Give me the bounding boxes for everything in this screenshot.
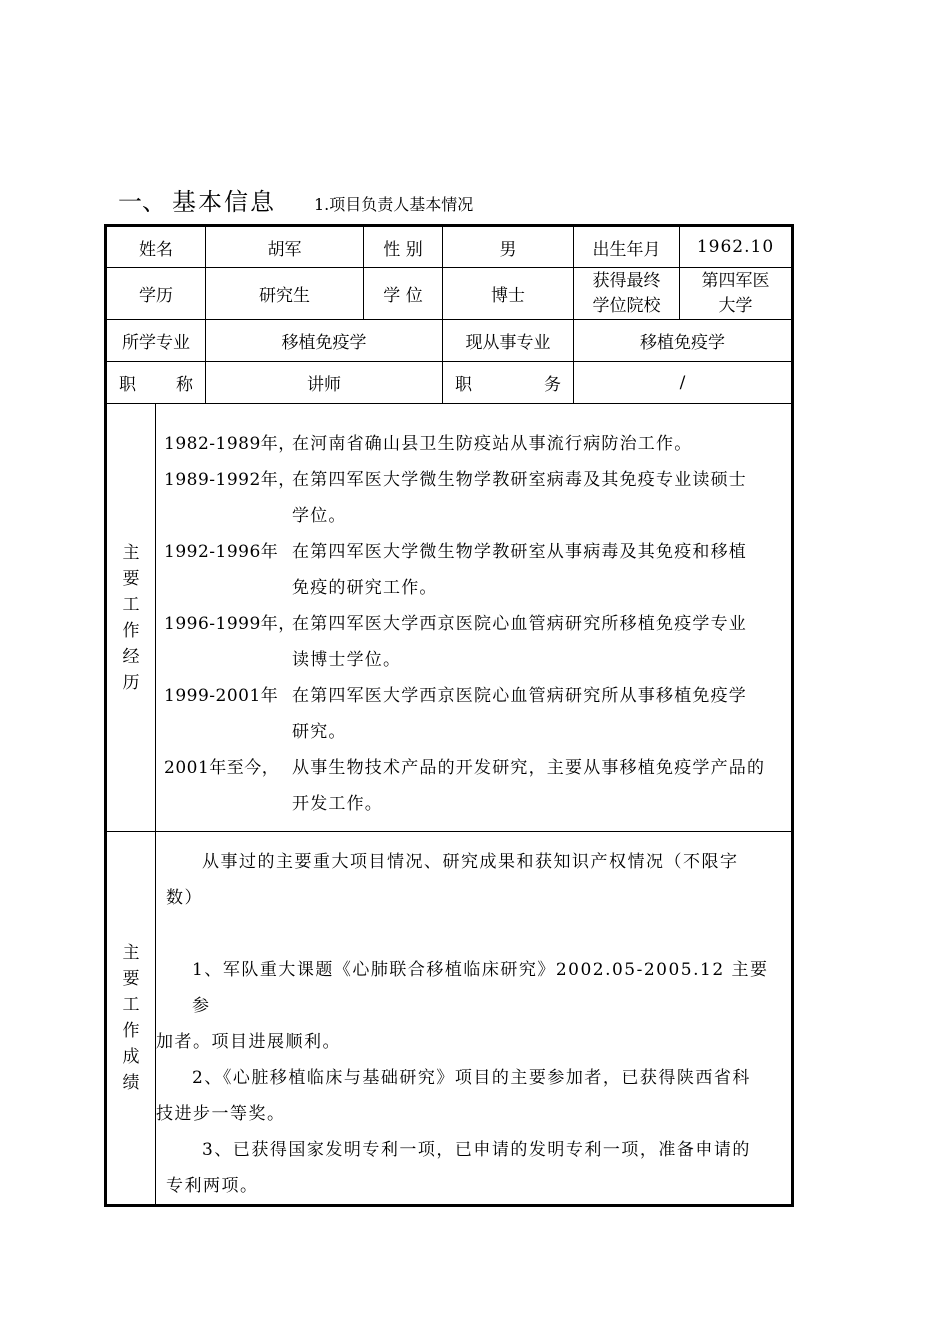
school-label [574, 268, 680, 320]
school-value [680, 268, 793, 320]
table-row [106, 362, 793, 404]
label-char: 绩 [122, 1073, 140, 1093]
label-char: 成 [122, 1047, 140, 1067]
position-value: / [574, 362, 793, 404]
achievement-item: 加者。项目进展顺利。 [156, 1032, 341, 1052]
current-major-label: 现从事专业 [443, 320, 574, 362]
school-value-line: 大学 [718, 295, 753, 316]
school-label-line: 获得最终 [592, 270, 661, 291]
gender-label: 性 别 [364, 226, 443, 268]
label-char: 工 [122, 594, 140, 615]
table-row [106, 268, 793, 320]
spacer [156, 916, 783, 952]
achievement-item: 技进步一等奖。 [156, 1104, 286, 1124]
birth-label: 出生年月 [574, 226, 680, 268]
entry-period: 1989-1992年， [164, 470, 296, 490]
position-label [443, 362, 574, 404]
entry-text: 在第四军医大学西京医院心血管病研究所移植免疫学专业 [292, 614, 747, 634]
experience-entry [164, 678, 783, 750]
achievement-item: 专利两项。 [166, 1176, 259, 1196]
section-title-text: 基本信息 [172, 188, 276, 216]
entry-text: 读博士学位。 [292, 650, 402, 670]
label-char: 经 [122, 646, 140, 667]
label-char: 工 [122, 995, 140, 1015]
table-row [106, 832, 793, 1206]
label-char: 要 [122, 568, 140, 589]
entry-text: 研究。 [292, 722, 347, 742]
education-label: 学历 [106, 268, 206, 320]
label-char: 作 [122, 1021, 140, 1041]
label-char: 主 [122, 542, 140, 563]
entry-text: 在第四军医大学微生物学教研室病毒及其免疫专业读硕士 [292, 470, 747, 490]
achievements-intro: 从事过的主要重大项目情况、研究成果和获知识产权情况（不限字 [202, 852, 739, 872]
experience-entry [164, 462, 783, 534]
experience-entry [164, 606, 783, 678]
title-label-char: 职 [119, 375, 136, 395]
title-label-char: 称 [176, 375, 193, 395]
entry-text: 在第四军医大学西京医院心血管病研究所从事移植免疫学 [292, 686, 747, 706]
school-label-line: 学位院校 [592, 295, 661, 316]
entry-text: 在河南省确山县卫生防疫站从事流行病防治工作。 [292, 434, 693, 454]
achievements-content [156, 832, 793, 1206]
label-char: 作 [122, 620, 140, 641]
work-experience-label [106, 404, 156, 832]
section-number: 一、 [118, 188, 166, 216]
section-subtitle: 1.项目负责人基本情况 [314, 195, 474, 214]
entry-period: 1992-1996年 [164, 542, 279, 562]
table-row [106, 404, 793, 832]
entry-text: 学位。 [292, 506, 347, 526]
achievement-item: 3、已获得国家发明专利一项，已申请的发明专利一项，准备申请的 [202, 1140, 751, 1160]
gender-value: 男 [443, 226, 574, 268]
achievements-label [106, 832, 156, 1206]
label-char: 要 [122, 969, 140, 989]
name-label: 姓名 [106, 226, 206, 268]
table-row [106, 226, 793, 268]
degree-label: 学 位 [364, 268, 443, 320]
experience-entry [164, 750, 783, 822]
current-major-value: 移植免疫学 [574, 320, 793, 362]
school-value-line: 第四军医 [701, 270, 770, 291]
entry-text: 在第四军医大学微生物学教研室从事病毒及其免疫和移植 [292, 542, 747, 562]
title-label [106, 362, 206, 404]
name-value: 胡军 [206, 226, 364, 268]
major-value: 移植免疫学 [206, 320, 443, 362]
achievement-item: 1、军队重大课题《心肺联合移植临床研究》2002.05-2005.12 主要参 [192, 960, 769, 1016]
achievements-intro: 数） [166, 888, 203, 908]
table-row [106, 320, 793, 362]
label-char: 主 [122, 943, 140, 963]
experience-entry [164, 426, 783, 462]
degree-value: 博士 [443, 268, 574, 320]
entry-text: 开发工作。 [292, 794, 383, 814]
entry-period: 2001年至今， [164, 758, 280, 778]
birth-value: 1962.10 [680, 226, 793, 268]
entry-period: 1999-2001年 [164, 686, 279, 706]
position-label-char: 务 [544, 375, 561, 395]
position-label-char: 职 [455, 375, 472, 395]
title-value: 讲师 [206, 362, 443, 404]
entry-period: 1996-1999年， [164, 614, 296, 634]
experience-entry [164, 534, 783, 606]
education-value: 研究生 [206, 268, 364, 320]
basic-info-table [104, 224, 794, 1207]
achievement-item: 2、《心脏移植临床与基础研究》项目的主要参加者，已获得陕西省科 [192, 1068, 751, 1088]
label-char: 历 [122, 672, 140, 693]
entry-period: 1982-1989年， [164, 434, 296, 454]
work-experience-content [156, 404, 793, 832]
major-label: 所学专业 [106, 320, 206, 362]
entry-text: 从事生物技术产品的开发研究，主要从事移植免疫学产品的 [292, 758, 766, 778]
entry-text: 免疫的研究工作。 [292, 578, 438, 598]
